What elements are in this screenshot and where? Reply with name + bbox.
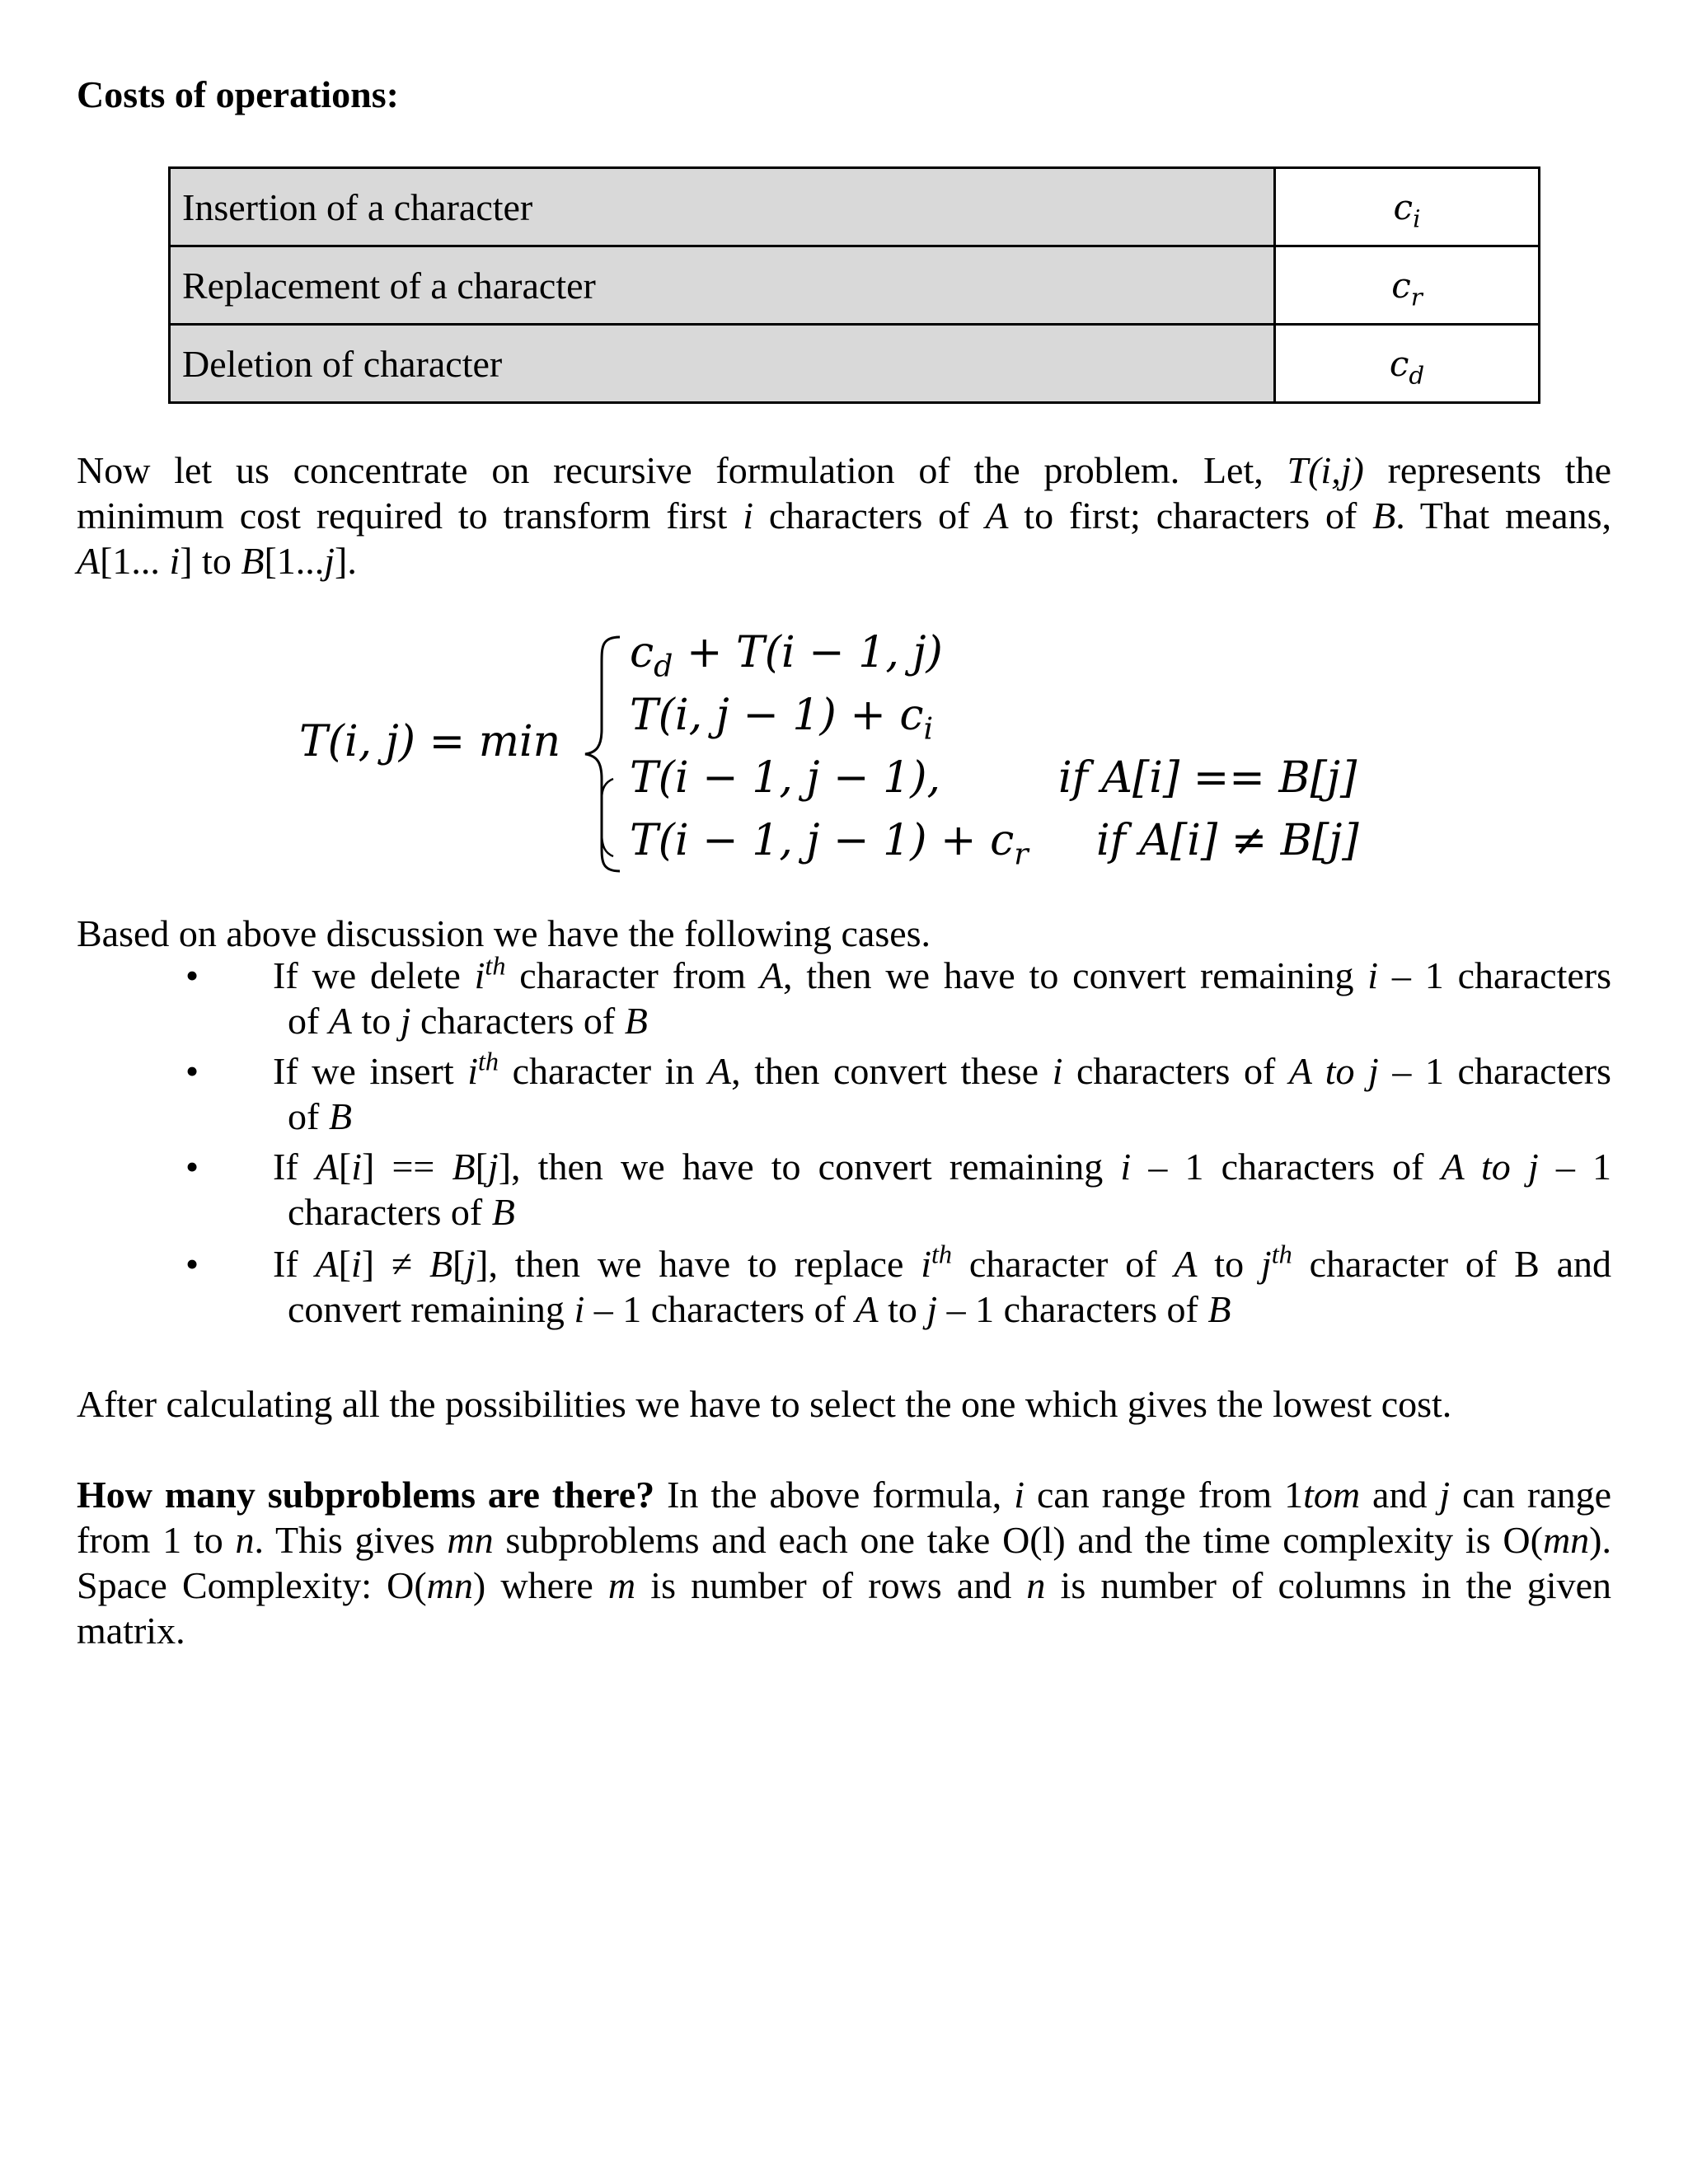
cost-symbol-cell: $c_r$: [1275, 246, 1540, 325]
list-item: • If we delete $i^{th}$ character from A, then we have to convert remaining i – 1 characters of A to j characters of B: [185, 950, 1612, 1042]
section-heading: Costs of operations:: [77, 73, 399, 115]
cases-list: [77, 950, 1612, 1332]
costs-table: [168, 166, 1540, 404]
subproblems-paragraph: How many subproblems are there? In the above formula, i can range from 1tom and j can range from 1 to n. This gives mn subproblems and each one take O(l) and the time complexity is O(mn). Space Complexity: O(mn) where m is number of rows and n is number of columns in the given matrix.: [77, 1474, 1612, 1652]
bullet-icon: •: [185, 954, 199, 996]
cost-symbol-cell: $c_i$: [1275, 168, 1540, 246]
list-item: • If we insert $i^{th}$ character in A, then convert these i characters of A to j – 1 characters of B: [185, 1046, 1611, 1137]
equation-case-match: T(i − 1, j − 1),: [630, 753, 941, 803]
table-row: [170, 246, 1540, 325]
equation-case-replace: T(i − 1, $j - 1) + c_r$: [630, 816, 1029, 872]
cases-intro: Based on above discussion we have the following cases.: [77, 912, 931, 954]
equation-lhs: T(i, j) = min: [299, 717, 561, 766]
bullet-icon: •: [185, 1146, 199, 1188]
equation-case-delete: $c_d + T(i - 1$, j): [630, 628, 943, 684]
list-item: • If A[i] == B[j], then we have to convert remaining i – 1 characters of A to j – 1 characters of B: [185, 1146, 1611, 1233]
operation-cell: Insertion of a character: [170, 168, 1275, 246]
operation-cell: Replacement of a character: [170, 246, 1275, 325]
bullet-icon: •: [185, 1243, 199, 1285]
operation-cell: Deletion of character: [170, 325, 1275, 403]
table-row: [170, 325, 1540, 403]
list-item: • If A[i] ≠ B[j], then we have to replace $i^{th}$ character of A to $j^{th}$ character of B and convert remaining i – 1 characters of A to j – 1 characters of B: [185, 1239, 1612, 1330]
table-row: [170, 168, 1540, 246]
equation-condition-not-equal: if A[i] ≠ B[j]: [1096, 816, 1359, 865]
bullet-icon: •: [185, 1050, 199, 1092]
conclusion-paragraph: After calculating all the possibilities we have to select the one which gives the lowest cost.: [77, 1383, 1452, 1425]
equation-case-insert: T(i, $j - 1) + c_i$: [630, 691, 934, 747]
left-brace-icon: [577, 630, 626, 878]
equation-condition-equal: if A[i] == B[j]: [1058, 753, 1357, 803]
cost-symbol-cell: $c_d$: [1275, 325, 1540, 403]
intro-paragraph: Now let us concentrate on recursive formulation of the problem. Let, T(i,j) represents the minimum cost required to transform first i characters of A to first; characters of B. That means, A[1... i] to B[1...j].: [77, 449, 1612, 582]
